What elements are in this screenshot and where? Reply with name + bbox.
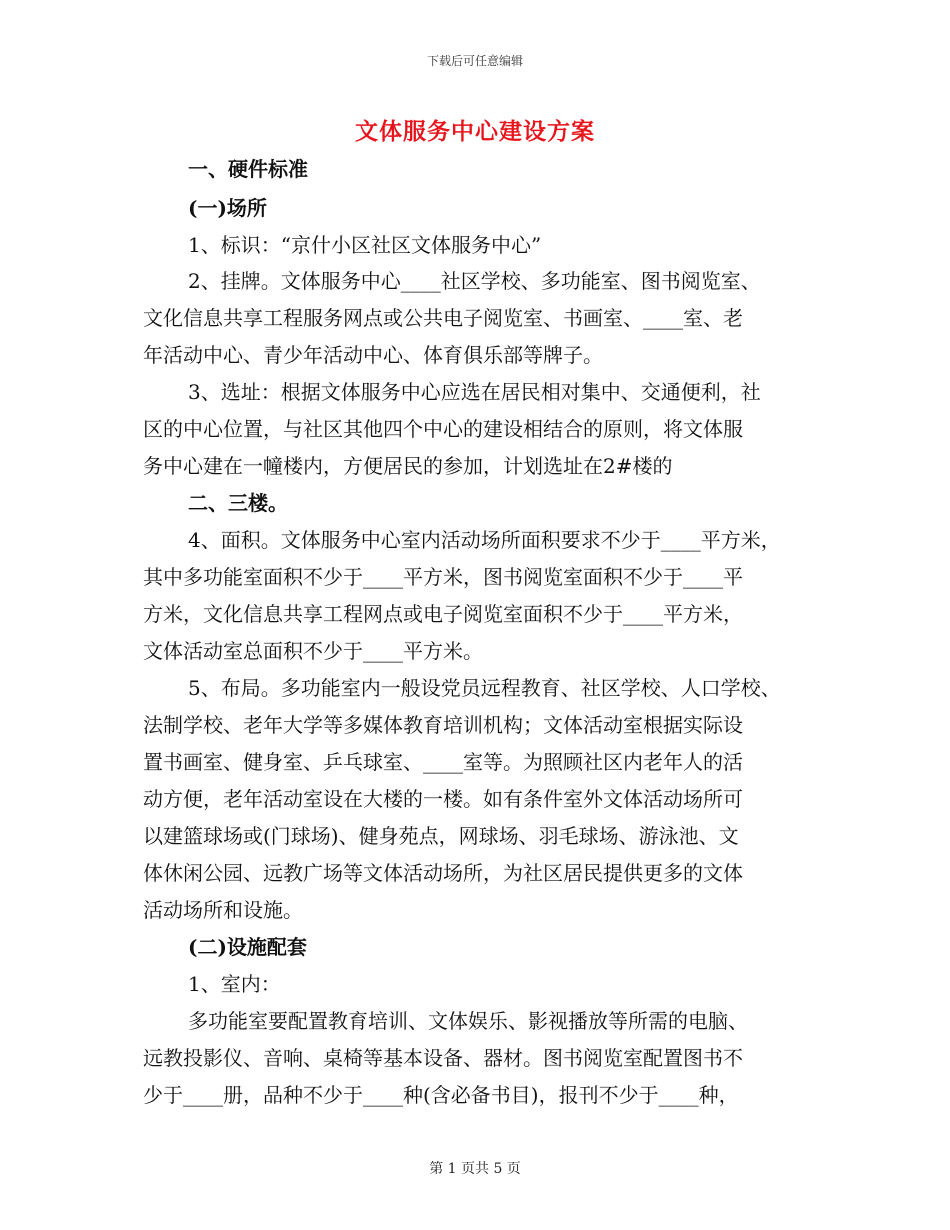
text-line: 以建篮球场或(门球场)、健身苑点，网球场、羽毛球场、游泳池、文 — [143, 824, 739, 848]
text-line: 体休闲公园、远教广场等文体活动场所，为社区居民提供更多的文体 — [143, 861, 743, 885]
text-line: 年活动中心、青少年活动中心、体育俱乐部等牌子。 — [143, 343, 603, 367]
text-line: 法制学校、老年大学等多媒体教育培训机构；文体活动室根据实际设 — [143, 713, 743, 737]
text-line: 3、选址：根据文体服务中心应选在居民相对集中、交通便利，社 — [188, 380, 761, 404]
text-line: 文体活动室总面积不少于____平方米。 — [143, 639, 483, 663]
text-line: 远教投影仪、音响、桌椅等基本设备、器材。图书阅览室配置图书不 — [143, 1046, 743, 1070]
text-line: 4、面积。文体服务中心室内活动场所面积要求不少于____平方米， — [188, 528, 781, 552]
text-line: 其中多功能室面积不少于____平方米，图书阅览室面积不少于____平 — [143, 565, 743, 589]
text-line: 务中心建在一幢楼内，方便居民的参加，计划选址在2#楼的 — [143, 454, 673, 478]
text-line: 文化信息共享工程服务网点或公共电子阅览室、书画室、____室、老 — [143, 306, 743, 330]
section-heading: (一)场所 — [188, 196, 267, 220]
text-line: 多功能室要配置教育培训、文体娱乐、影视播放等所需的电脑、 — [188, 1009, 748, 1033]
section-heading: (二)设施配套 — [188, 935, 307, 959]
text-line: 动方便，老年活动室设在大楼的一楼。如有条件室外文体活动场所可 — [143, 787, 743, 811]
document-title: 文体服务中心建设方案 — [355, 118, 595, 145]
section-heading: 一、硬件标准 — [188, 157, 308, 181]
text-line: 1、标识：“京什小区社区文体服务中心” — [188, 233, 542, 257]
text-line: 区的中心位置，与社区其他四个中心的建设相结合的原则，将文体服 — [143, 417, 743, 441]
page-header: 下载后可任意编辑 — [426, 54, 523, 68]
section-heading: 二、三楼。 — [188, 491, 288, 515]
text-line: 1、室内： — [188, 972, 281, 996]
page-footer: 第 1 页共 5 页 — [429, 1161, 521, 1177]
text-line: 5、布局。多功能室内一般设党员远程教育、社区学校、人口学校、 — [188, 676, 781, 700]
text-line: 2、挂牌。文体服务中心____社区学校、多功能室、图书阅览室、 — [188, 269, 761, 293]
text-line: 少于____册，品种不少于____种(含必备书目)，报刊不少于____种， — [143, 1083, 739, 1107]
text-line: 方米，文化信息共享工程网点或电子阅览室面积不少于____平方米， — [143, 602, 743, 626]
text-line: 活动场所和设施。 — [143, 898, 303, 922]
text-line: 置书画室、健身室、乒乓球室、____室等。为照顾社区内老年人的活 — [143, 750, 743, 774]
